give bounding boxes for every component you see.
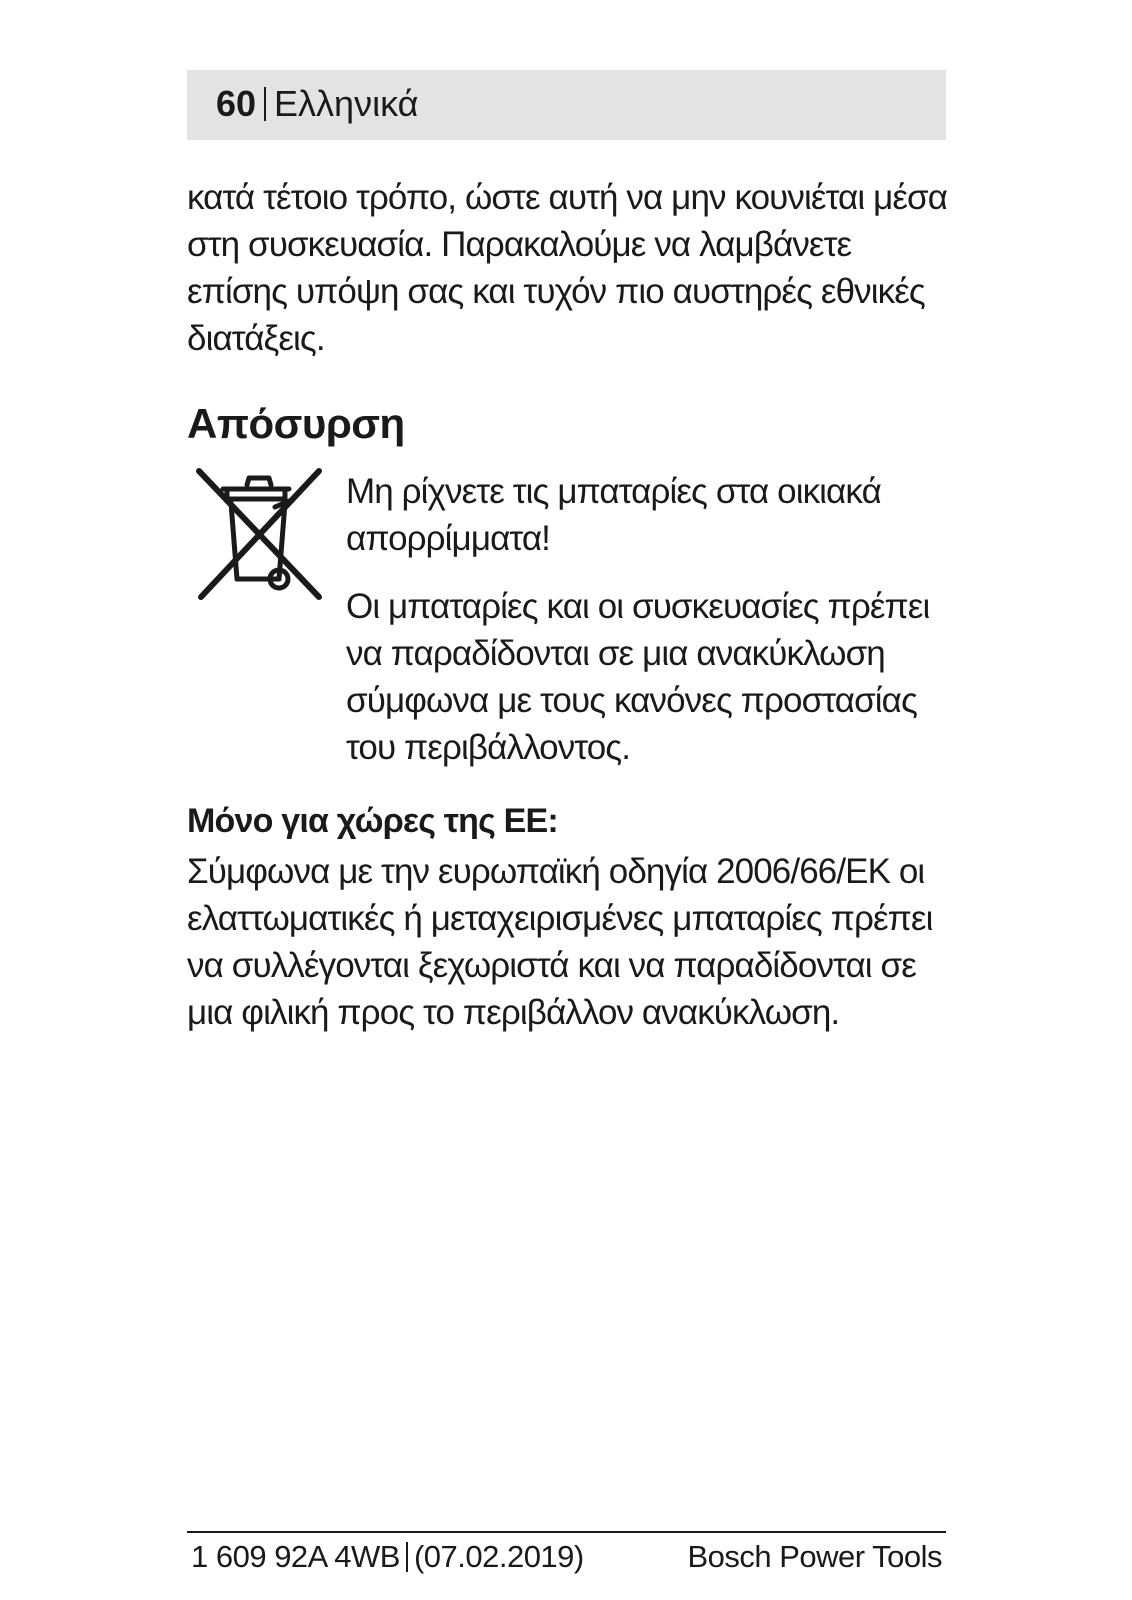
warning-line: Μη ρίχνετε τις μπαταρίες στα οικιακά bbox=[346, 472, 881, 511]
section-title: Απόσυρση bbox=[187, 400, 405, 447]
page-number: 60 bbox=[216, 83, 257, 124]
eu-line: να συλλέγονται ξεχωριστά και να παραδίδονται σε bbox=[187, 946, 916, 985]
intro-line: στη συσκευασία. Παρακαλούμε να λαμβάνετε bbox=[187, 225, 852, 264]
intro-line: επίσης υπόψη σας και τυχόν πιο αυστηρές εθνικές bbox=[187, 272, 925, 311]
footer-doc-info bbox=[191, 1538, 584, 1576]
language-label: Ελληνικά bbox=[274, 83, 419, 124]
doc-number: 1 609 92A 4WB bbox=[191, 1539, 400, 1574]
battery-warning bbox=[346, 468, 881, 562]
footer-brand: Bosch Power Tools bbox=[687, 1539, 942, 1574]
header-divider bbox=[264, 87, 266, 121]
page-header bbox=[216, 84, 418, 124]
recycle-line: Οι μπαταρίες και οι συσκευασίες πρέπει bbox=[346, 587, 930, 626]
eu-line: ελαττωματικές ή μεταχειρισμένες μπαταρίες πρέπει bbox=[187, 899, 933, 938]
footer-rule bbox=[187, 1531, 946, 1533]
eu-line: Σύμφωνα με την ευρωπαϊκή οδηγία 2006/66/ΕΚ οι bbox=[187, 852, 925, 891]
doc-date: (07.02.2019) bbox=[413, 1539, 584, 1574]
footer-divider bbox=[406, 1542, 408, 1572]
eu-directive-paragraph bbox=[187, 848, 933, 1036]
recycle-line: σύμφωνα με τους κανόνες προστασίας bbox=[346, 681, 917, 720]
intro-paragraph bbox=[187, 174, 947, 362]
intro-line: διατάξεις. bbox=[187, 319, 325, 358]
warning-line: απορρίμματα! bbox=[346, 519, 551, 558]
recycle-line: να παραδίδονται σε μια ανακύκλωση bbox=[346, 634, 885, 673]
intro-line: κατά τέτοιο τρόπο, ώστε αυτή να μην κουνιέται μέσα bbox=[187, 178, 948, 217]
eu-line: μια φιλική προς το περιβάλλον ανακύκλωση. bbox=[187, 993, 840, 1032]
recycling-instructions bbox=[346, 583, 929, 771]
crossed-out-wheelie-bin-icon bbox=[193, 467, 325, 607]
recycle-line: του περιβάλλοντος. bbox=[346, 728, 631, 767]
eu-countries-heading: Μόνο για χώρες της ΕΕ: bbox=[187, 802, 558, 840]
